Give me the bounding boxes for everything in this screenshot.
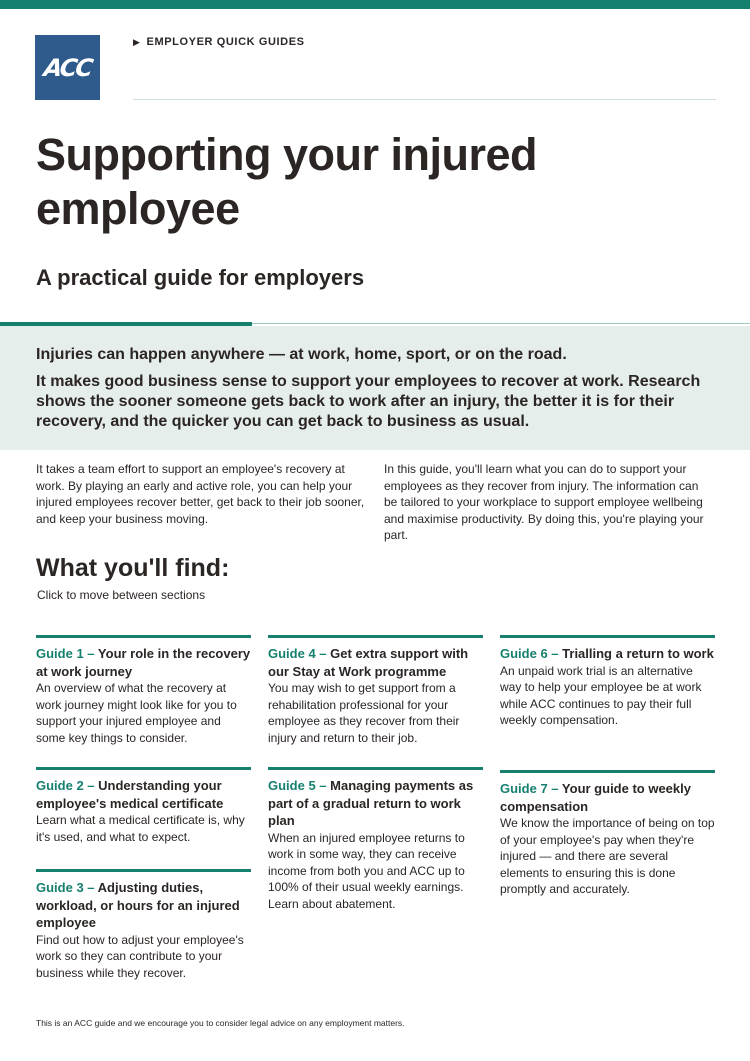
guide-description: Learn what a medical certificate is, why it's used, and what to expect. — [36, 813, 245, 844]
section-title: What you'll find: — [36, 554, 230, 582]
guide-description: An unpaid work trial is an alternative way to help your employee be at work while ACC continues to pay their full weekly compensation. — [500, 663, 702, 727]
intro-line-1: Injuries can happen anywhere — at work, home, sport, or on the road. — [36, 346, 567, 363]
guide-4-link[interactable] — [268, 645, 483, 680]
guide-6-link[interactable] — [500, 645, 715, 663]
guide-title: Your guide to weekly compensation — [500, 781, 691, 814]
section-divider — [252, 323, 750, 324]
guide-card-7[interactable] — [500, 770, 715, 898]
intro-line-2: It makes good business sense to support your employees to recover at work. Research shows the sooner someone gets back to work after an injury, the better it is for their recovery, and the quicker you can get back to business as usual. — [36, 373, 701, 430]
guide-description: You may wish to get support from a rehabilitation professional for your employee as they recover from their injury and return to their job. — [268, 681, 460, 745]
guide-2-link[interactable] — [36, 777, 251, 812]
guide-description: An overview of what the recovery at work journey might look like for you to support your injured employee and some key things to consider. — [36, 681, 237, 745]
guide-title: Understanding your employee's medical certificate — [36, 778, 224, 811]
series-label — [133, 36, 305, 48]
guide-card-5[interactable] — [268, 767, 483, 912]
top-accent-bar — [0, 0, 750, 9]
guide-7-link[interactable] — [500, 780, 715, 815]
guide-5-link[interactable] — [268, 777, 483, 830]
header-divider — [133, 99, 716, 100]
guide-card-1[interactable] — [36, 635, 251, 746]
guide-description: Find out how to adjust your employee's work so they can contribute to your business while they recover. — [36, 932, 244, 980]
body-text-right: In this guide, you'll learn what you can do to support your employees as they recover from injury. The information can be tailored to your workplace to support employee wellbeing and maximise productivity. By doing this, you're playing your part. — [384, 462, 704, 542]
page-title: Supporting your injured employee — [36, 129, 537, 234]
page-subtitle: A practical guide for employers — [36, 265, 365, 290]
guide-number: Guide 3 – — [36, 880, 95, 895]
guide-number: Guide 1 – — [36, 646, 95, 661]
guide-title: Trialling a return to work — [562, 646, 714, 661]
section-note: Click to move between sections — [37, 588, 206, 602]
footer-disclaimer: This is an ACC guide and we encourage you to consider legal advice on any employment matters. — [36, 1018, 405, 1028]
guide-title: Your role in the recovery at work journey — [36, 646, 251, 679]
logo-text: ACC — [42, 53, 93, 82]
body-text-left: It takes a team effort to support an employee's recovery at work. By playing an early and active role, you can help your injured employees recover better, get back to their job sooner, and keep your business moving. — [36, 462, 365, 526]
guide-card-2[interactable] — [36, 767, 251, 845]
guide-card-3[interactable] — [36, 869, 251, 981]
guide-description: When an injured employee returns to work in some way, they can receive income from both you and ACC up to 100% of their usual weekly earnings. Learn about abatement. — [268, 830, 465, 911]
guide-card-4[interactable] — [268, 635, 483, 746]
guide-title: Adjusting duties, workload, or hours for an injured employee — [36, 880, 240, 930]
acc-logo — [35, 35, 100, 100]
guide-title: Managing payments as part of a gradual return to work plan — [268, 778, 474, 828]
guide-3-link[interactable] — [36, 879, 251, 932]
guide-number: Guide 5 – — [268, 778, 327, 793]
guide-number: Guide 2 – — [36, 778, 95, 793]
guide-number: Guide 4 – — [268, 646, 327, 661]
guide-description: We know the importance of being on top of your employee's pay when they're injured — and there are several elements to ensuring this is done promptly and accurately. — [500, 816, 715, 896]
play-arrow-icon: ▶ — [133, 37, 141, 47]
guide-card-6[interactable] — [500, 635, 715, 729]
guide-1-link[interactable] — [36, 645, 251, 680]
guide-number: Guide 7 – — [500, 781, 559, 796]
guide-number: Guide 6 – — [500, 646, 559, 661]
guide-title: Get extra support with our Stay at Work programme — [268, 646, 469, 679]
series-label-text: EMPLOYER QUICK GUIDES — [146, 36, 305, 48]
